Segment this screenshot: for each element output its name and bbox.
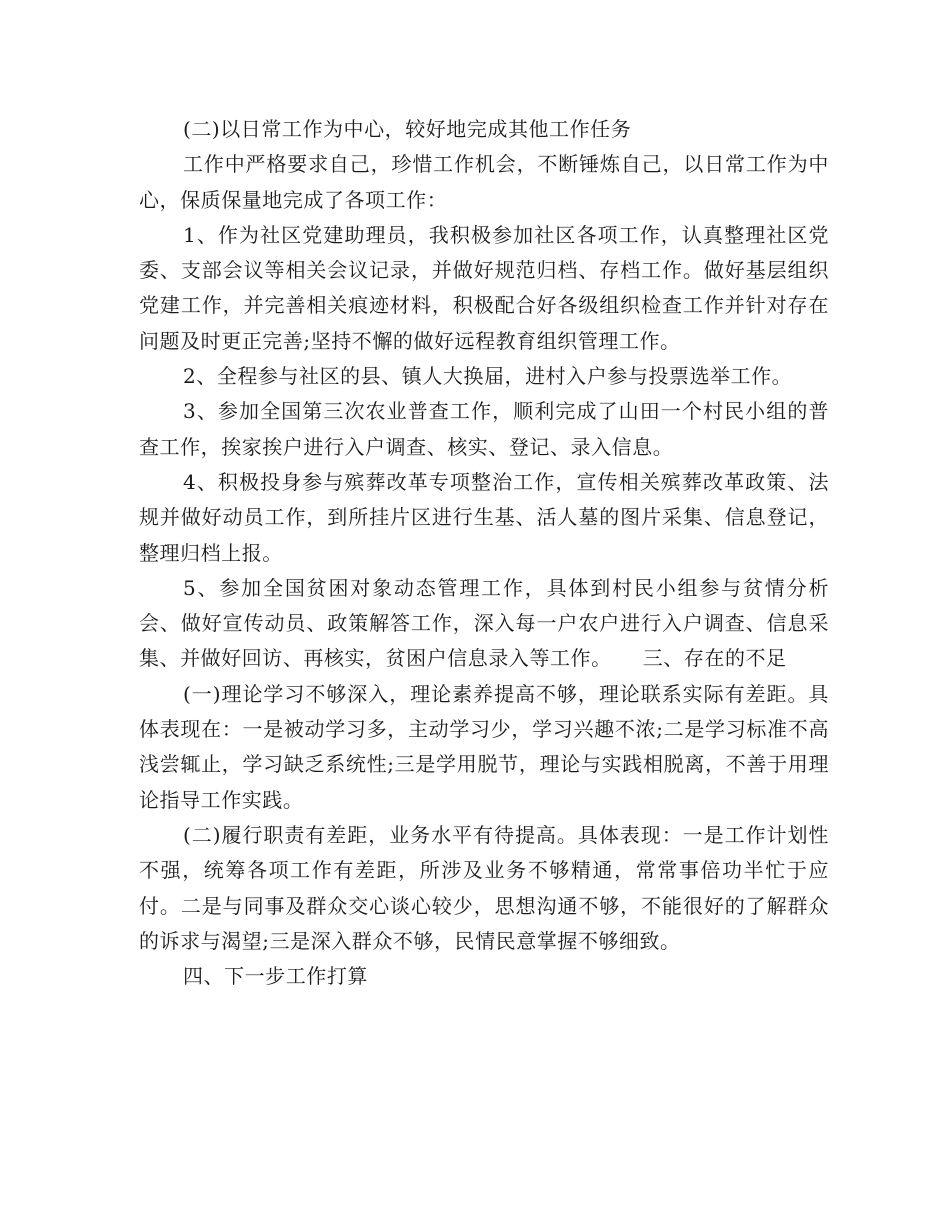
paragraph-item-4: 4、积极投身参与殡葬改革专项整治工作，宣传相关殡葬改革政策、法规并做好动员工作，到所挂片区进行生基、活人墓的图片采集、信息登记，整理归档上报。 bbox=[139, 469, 829, 565]
paragraph-item-2: 2、全程参与社区的县、镇人大换届，进村入户参与投票选举工作。 bbox=[183, 364, 793, 389]
paragraph-item-5: 5、参加全国贫困对象动态管理工作，具体到村民小组参与贫情分析会、做好宣传动员、政策解答工作，深入每一户农户进行入户调查、信息采集、并做好回访、再核实，贫困户信息录入等工作。 三、存在的不足 bbox=[139, 575, 829, 671]
paragraph-work-summary: 工作中严格要求自己，珍惜工作机会，不断锤炼自己，以日常工作为中心，保质保量地完成了各项工作： bbox=[139, 152, 829, 212]
paragraph-shortcoming-1: (一)理论学习不够深入，理论素养提高不够，理论联系实际有差距。具体表现在：一是被动学习多，主动学习少，学习兴趣不浓;二是学习标准不高浅尝辄止，学习缺乏系统性;三是学用脱节，理论与实践相脱离，不善于用理论指导工作实践。 bbox=[139, 681, 829, 812]
document-body bbox=[139, 112, 829, 994]
section-heading-other-tasks: (二)以日常工作为中心，较好地完成其他工作任务 bbox=[183, 117, 632, 141]
paragraph-shortcoming-2: (二)履行职责有差距，业务水平有待提高。具体表现：一是工作计划性不强，统筹各项工作有差距，所涉及业务不够精通，常常事倍功半忙于应付。二是与同事及群众交心谈心较少，思想沟通不够，不能很好的了解群众的诉求与渴望;三是深入群众不够，民情民意掌握不够细致。 bbox=[139, 822, 829, 953]
paragraph-item-3: 3、参加全国第三次农业普查工作，顺利完成了山田一个村民小组的普查工作，挨家挨户进行入户调查、核实、登记、录入信息。 bbox=[139, 399, 829, 459]
section-heading-next-steps: 四、下一步工作打算 bbox=[183, 964, 368, 989]
paragraph-item-1: 1、作为社区党建助理员，我积极参加社区各项工作，认真整理社区党委、支部会议等相关会议记录，并做好规范归档、存档工作。做好基层组织党建工作，并完善相关痕迹材料，积极配合好各级组织检查工作并针对存在问题及时更正完善;坚持不懈的做好远程教育组织管理工作。 bbox=[139, 222, 829, 353]
